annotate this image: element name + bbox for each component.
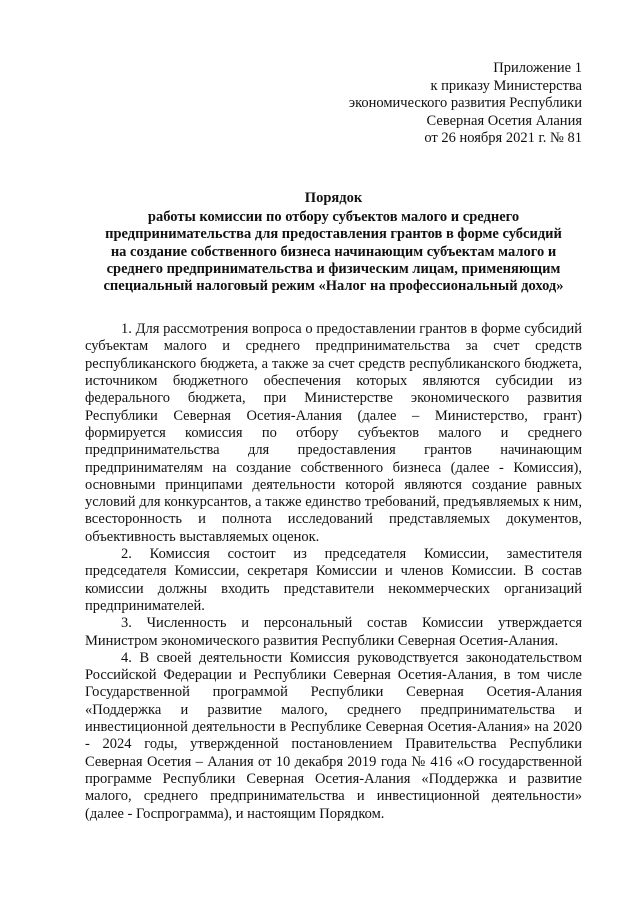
appendix-line: экономического развития Республики bbox=[348, 95, 582, 112]
appendix-line: Приложение 1 bbox=[493, 60, 582, 76]
paragraph-4: 4. В своей деятельности Комиссия руководствуется законодательством Российской Федерации и Республики Северная Осетия-Алания, в том числе Государственной программой Республики Северная Осетия-Алания «Поддержка и развитие малого, среднего предпринимательства и инвестиционной деятельности в Республике Северная Осетия-Алания» на 2020 - 2024 годы, утвержденной постановлением Правительства Республики Северная Осетия – Алания от 10 декабря 2019 года № 416 «О государственной программе Республики Северная Осетия-Алания «Поддержка и развитие малого, среднего предпринимательства и инвестиционной деятельности» (далее - Госпрограмма), и настоящим Порядком. bbox=[85, 649, 582, 822]
title-line: специальный налоговый режим «Налог на профессиональный доход» bbox=[103, 277, 564, 294]
title-heading: Порядок bbox=[304, 189, 363, 206]
paragraph-1: 1. Для рассмотрения вопроса о предоставлении грантов в форме субсидий субъектам малого и среднего предпринимательства за счет средств республиканского бюджета, а также за счет средств республиканского бюджета, источником бюджетного обеспечения которых являются субсидии из федерального бюджета, при Министерстве экономического развития Республики Северная Осетия-Алания (далее – Министерство, грант) формируется комиссия по отбору субъектов малого и среднего предпринимательства для предоставления грантов начинающим предпринимателям на создание собственного бизнеса (далее - Комиссия), основными принципами деятельности которой являются создание равных условий для конкурсантов, а также единство требований, предъявляемых к ним, всесторонность и полнота исследований представляемых документов, объективность выставляемых оценок. bbox=[85, 321, 582, 545]
title-line: на создание собственного бизнеса начинающим субъектам малого и bbox=[110, 243, 557, 260]
document-title bbox=[85, 190, 582, 295]
title-line: работы комиссии по отбору субъектов малого и среднего bbox=[147, 209, 520, 226]
title-line: предпринимательства для предоставления грантов в форме субсидий bbox=[105, 226, 562, 243]
appendix-header bbox=[85, 60, 582, 148]
document-body bbox=[85, 321, 582, 823]
appendix-line: к приказу Министерства bbox=[430, 77, 582, 94]
paragraph-3: 3. Численность и персональный состав Комиссии утверждается Министром экономического развития Республики Северная Осетия-Алания. bbox=[85, 615, 582, 649]
paragraph-2: 2. Комиссия состоит из председателя Комиссии, заместителя председателя Комиссии, секретаря Комиссии и членов Комиссии. В состав комиссии должны входить представители некоммерческих организаций предпринимателей. bbox=[85, 546, 582, 614]
title-line: среднего предпринимательства и физическим лицам, применяющим bbox=[106, 260, 561, 277]
appendix-line: от 26 ноября 2021 г. № 81 bbox=[424, 130, 582, 147]
appendix-line: Северная Осетия Алания bbox=[426, 112, 582, 129]
